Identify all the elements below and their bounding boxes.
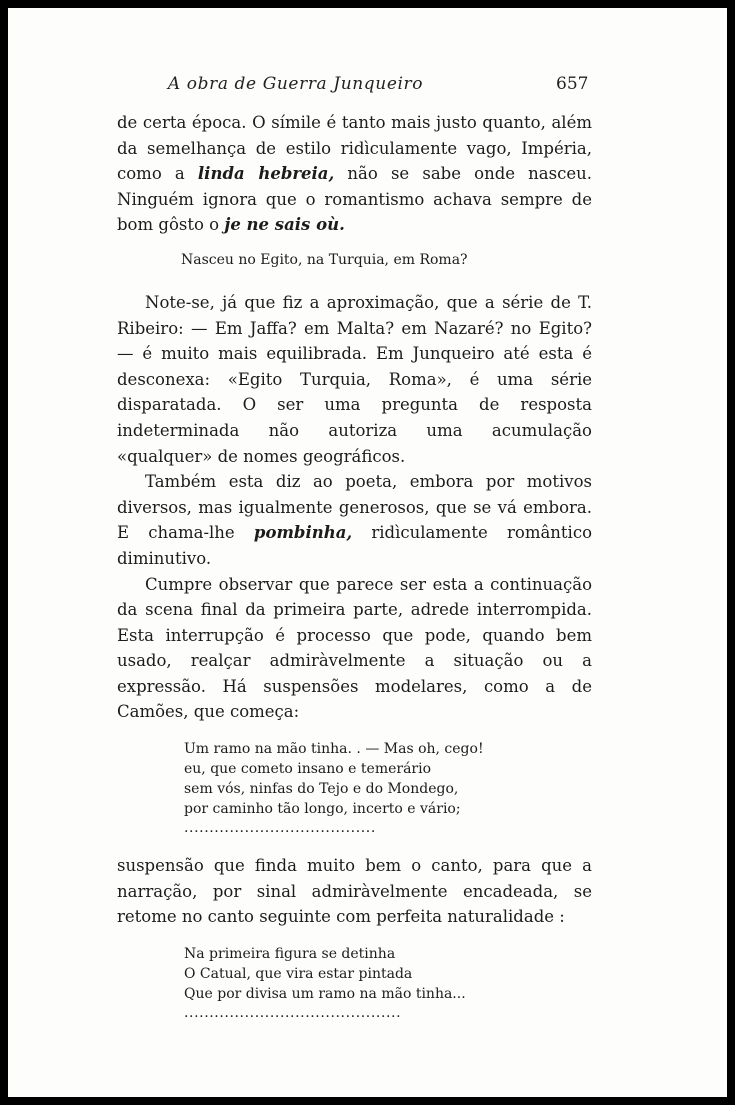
- verse-quote-2: [117, 739, 592, 837]
- verse-line: O Catual, que vira estar pintada: [184, 965, 413, 982]
- verse-line: Que por divisa um ramo na mão tinha...: [184, 985, 466, 1002]
- book-page: [8, 8, 727, 1097]
- italic-pombinha: pombinha,: [253, 523, 353, 543]
- ellipsis-line: ......................................: [184, 820, 376, 837]
- verse-line: eu, que cometo insano e temerário: [184, 761, 432, 778]
- paragraph-1: [117, 110, 592, 238]
- italic-linda-hebreia: linda hebreia,: [197, 164, 335, 184]
- ellipsis-line: ...........................................: [184, 1004, 402, 1021]
- paragraph-5: suspensão que finda muito bem o canto, para que a narração, por sinal admiràvelmente encadeada, se retome no canto seguinte com perfeita naturalidade :: [117, 856, 592, 927]
- verse-line: Nasceu no Egito, na Turquia, em Roma?: [181, 251, 468, 268]
- paragraph-4: Cumpre observar que parece ser esta a continuação da scena final da primeira parte, adrede interrompida. Esta interrupção é processo que pode, quando bem usado, realçar admiràvelmente a situação ou a expressão. Há suspensões modelares, como a de Camões, que começa:: [117, 574, 592, 722]
- paragraph-3-text-a: Também esta diz ao poeta, embora por motivos diversos, mas igualmente generosos, que se vá embora. E chama-lhe: [117, 472, 592, 543]
- running-title: A obra de Guerra Junqueiro: [167, 74, 424, 94]
- verse-line: por caminho tão longo, incerto e vário;: [184, 801, 461, 818]
- paragraph-3: [117, 469, 592, 571]
- verse-line: Na primeira figura se detinha: [184, 945, 396, 962]
- body-text: [117, 110, 592, 1038]
- verse-quote-1: [117, 250, 592, 270]
- verse-line: sem vós, ninfas do Tejo e do Mondego,: [184, 781, 459, 798]
- page-header: [8, 74, 727, 100]
- paragraph-3-text-b: ridìculamente romântico diminutivo.: [117, 523, 593, 568]
- verse-quote-3: [117, 944, 592, 1022]
- paragraph-1-text-b: não se sabe onde nasceu. Ninguém ignora que o romantismo achava sempre de bom gôsto o: [117, 164, 592, 235]
- verse-line: Um ramo na mão tinha. . — Mas oh, cego!: [184, 741, 484, 758]
- paragraph-2: Note-se, já que fiz a aproximação, que a série de T. Ribeiro: — Em Jaffa? em Malta? em Nazaré? no Egito? — é muito mais equilibrada. Em Junqueiro até esta é desconexa: «Egito Turquia, Roma», é uma série disparatada. O ser uma pregunta de resposta indeterminada não autoriza uma acumulação «qualquer» de nomes geográficos.: [117, 292, 592, 466]
- page-number: 657: [556, 74, 589, 94]
- paragraph-1-text-a: de certa época. O símile é tanto mais justo quanto, além da semelhança de estilo ridìculamente vago, Impéria, como a: [117, 113, 592, 184]
- italic-je-ne-sais-ou: je ne sais où.: [224, 215, 345, 235]
